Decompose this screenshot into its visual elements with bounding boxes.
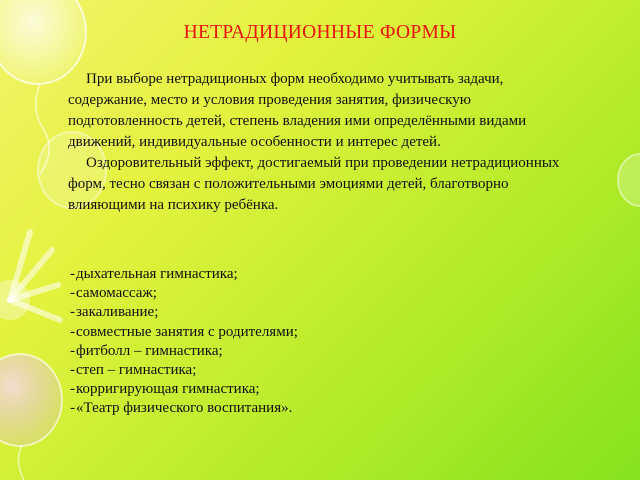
list-item: - фитболл – гимнастика; [70, 342, 298, 361]
list-item: - корригирующая гимнастика; [70, 380, 298, 399]
paragraph-2: Оздоровительный эффект, достигаемый при проведении нетрадиционных форм, тесно связан с положительными эмоциями детей, благотворно влияющими на психику ребёнка. [68, 155, 560, 213]
list-item: - степ – гимнастика; [70, 361, 298, 380]
forms-list [70, 265, 298, 419]
list-item: - совместные занятия с родителями; [70, 323, 298, 342]
paragraph-1: При выборе нетрадиционых форм необходимо учитывать задачи, содержание, место и условия проведения занятия, физическую подготовленность детей, степень владения ими определёнными видами движений, индивидуальные особенности и интерес детей. [68, 71, 527, 150]
list-item: - дыхательная гимнастика; [70, 265, 298, 284]
body-text [68, 69, 578, 216]
list-item: - «Театр физического воспитания». [70, 399, 298, 418]
list-item: - самомассаж; [70, 284, 298, 303]
slide-title: НЕТРАДИЦИОННЫЕ ФОРМЫ [183, 22, 457, 43]
list-item: - закаливание; [70, 303, 298, 322]
